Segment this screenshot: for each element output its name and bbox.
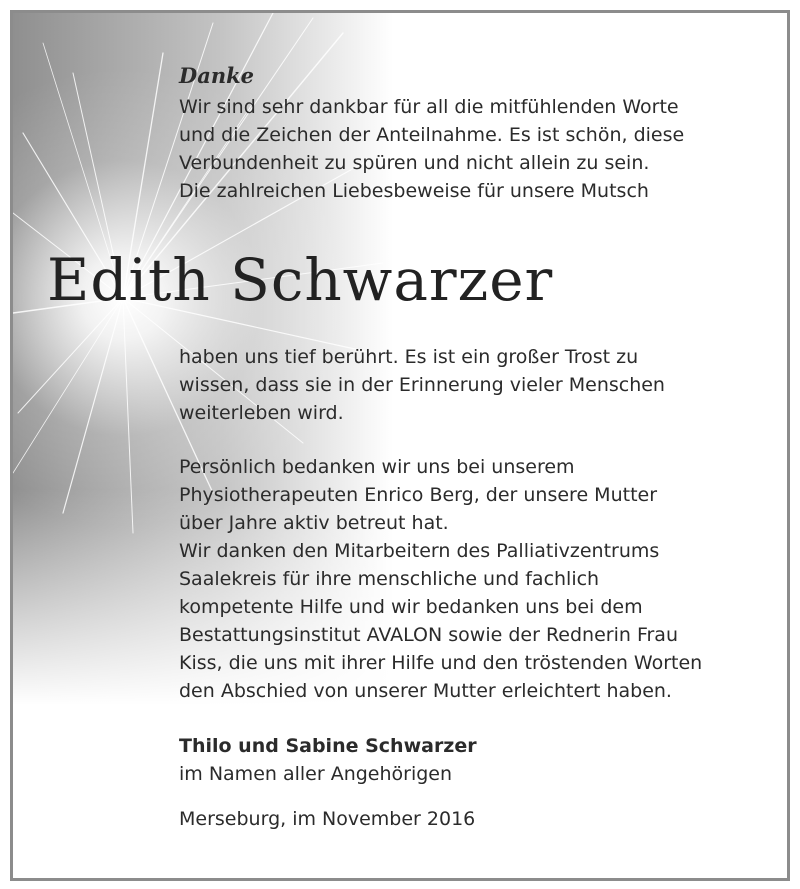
- notice-heading: Danke: [179, 63, 254, 88]
- text-line: Saalekreis für ihre menschliche und fachlich: [179, 568, 600, 590]
- signature-names: Thilo und Sabine Schwarzer: [179, 735, 477, 757]
- signature-subline: im Namen aller Angehörigen: [179, 763, 453, 785]
- text-line: haben uns tief berührt. Es ist ein großer Trost zu: [179, 346, 639, 368]
- text-line: Wir sind sehr dankbar für all die mitfühlenden Worte: [179, 96, 679, 118]
- notice-frame: [10, 10, 790, 881]
- text-line: Kiss, die uns mit ihrer Hilfe und den tröstenden Worten: [179, 652, 703, 674]
- text-line: weiterleben wird.: [179, 402, 344, 424]
- text-line: den Abschied von unserer Mutter erleichtert haben.: [179, 680, 672, 702]
- notice-content: [13, 13, 787, 878]
- text-line: wissen, dass sie in der Erinnerung vieler Menschen: [179, 374, 665, 396]
- text-line: und die Zeichen der Anteilnahme. Es ist schön, diese: [179, 124, 685, 146]
- text-line: Wir danken den Mitarbeitern des Palliativzentrums: [179, 540, 660, 562]
- continuation-paragraph: [179, 343, 779, 427]
- text-line: über Jahre aktiv betreut hat.: [179, 512, 449, 534]
- place-date: Merseburg, im November 2016: [179, 808, 476, 830]
- thanks-paragraph-palliative: [179, 537, 779, 705]
- text-line: Die zahlreichen Liebesbeweise für unsere Mutsch: [179, 180, 649, 202]
- intro-paragraph: [179, 93, 779, 205]
- text-line: Persönlich bedanken wir uns bei unserem: [179, 456, 575, 478]
- text-line: kompetente Hilfe und wir bedanken uns bei dem: [179, 596, 643, 618]
- thanks-paragraph-physio: [179, 453, 779, 537]
- deceased-name: Edith Schwarzer: [47, 246, 554, 314]
- text-line: Physiotherapeuten Enrico Berg, der unsere Mutter: [179, 484, 658, 506]
- text-line: Verbundenheit zu spüren und nicht allein zu sein.: [179, 152, 650, 174]
- text-line: Bestattungsinstitut AVALON sowie der Rednerin Frau: [179, 624, 678, 646]
